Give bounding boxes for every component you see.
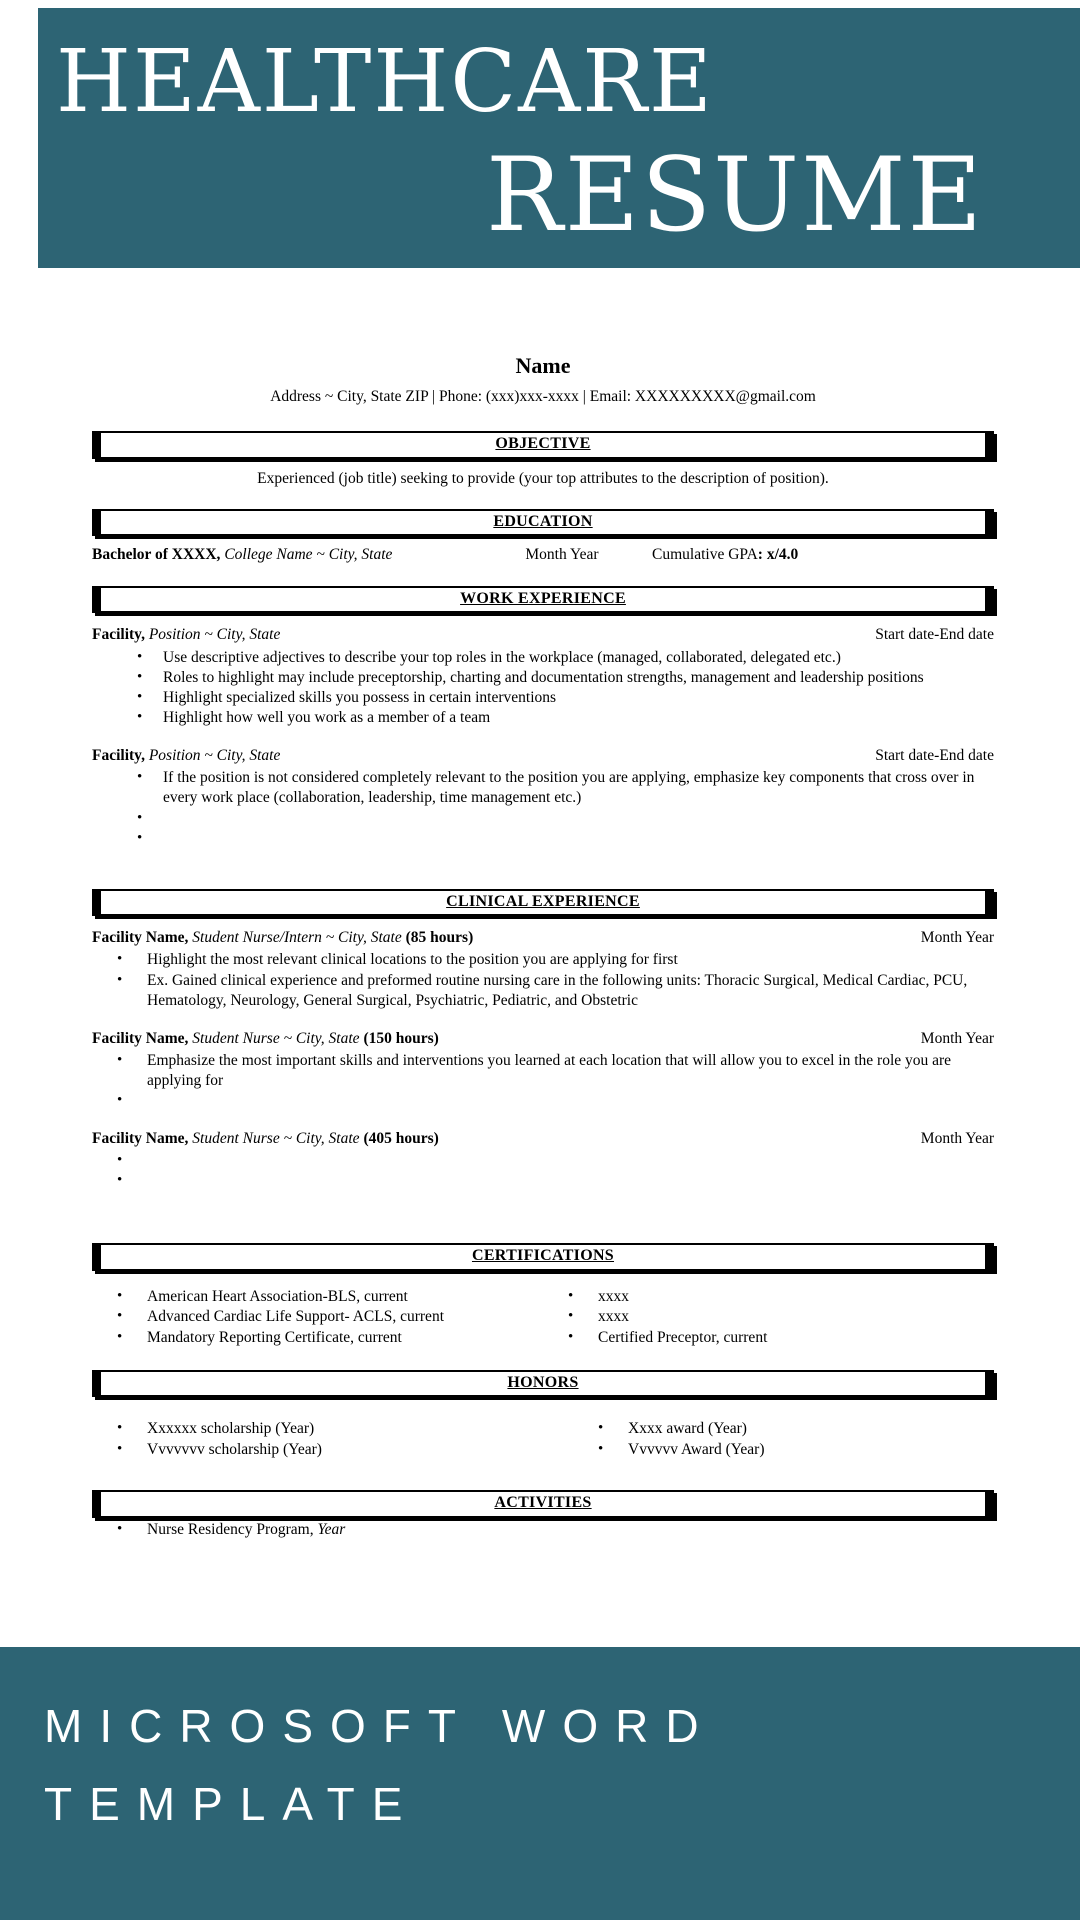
clinical-date: Month Year <box>920 929 994 947</box>
clinical-heading <box>92 928 994 948</box>
top-banner <box>38 8 1080 268</box>
resume-document <box>92 268 994 1540</box>
bottom-banner <box>0 1647 1080 1920</box>
bullet-item: • Advanced Cardiac Life Support- ACLS, current <box>92 1307 543 1327</box>
clinical-role: Student Nurse ~ City, State <box>192 1029 360 1047</box>
activities-list <box>92 1520 994 1540</box>
job-dates: Start date-End date <box>875 747 994 765</box>
education-date: Month Year <box>525 546 599 564</box>
job-facility: Facility, <box>92 626 145 644</box>
honors-left-list <box>92 1419 543 1459</box>
clinical-role: Student Nurse ~ City, State <box>192 1130 360 1148</box>
clinical-title <box>92 928 473 948</box>
job-heading <box>92 746 994 766</box>
bullet-item: • Roles to highlight may include preceptorship, charting and documentation strengths, management and leadership positions <box>92 668 994 688</box>
job-bullet-list <box>92 768 994 848</box>
clinical-date: Month Year <box>920 1029 994 1047</box>
activity-year: Year <box>317 1520 346 1538</box>
job-position: Position ~ City, State <box>148 747 281 765</box>
section-title: EDUCATION <box>493 512 593 530</box>
objective-text: Experienced (job title) seeking to provide (your top attributes to the description of position). <box>257 469 829 487</box>
resume-name: Name <box>515 353 571 378</box>
job-title <box>92 746 280 766</box>
job-dates: Start date-End date <box>875 626 994 644</box>
section-header-certifications <box>92 1243 994 1271</box>
activity-text: Nurse Residency Program, <box>147 1520 314 1538</box>
bullet-item <box>92 1091 994 1111</box>
bullet-item: • Xxxxxx scholarship (Year) <box>92 1419 543 1439</box>
education-row <box>92 545 994 565</box>
section-header-honors <box>92 1370 994 1398</box>
education-gpa <box>652 545 994 565</box>
section-header-work-experience <box>92 586 994 614</box>
work-entry <box>92 625 994 728</box>
bullet-item: • Vvvvvv Award (Year) <box>573 1440 994 1460</box>
clinical-role: Student Nurse/Intern ~ City, State <box>192 929 402 947</box>
section-title: WORK EXPERIENCE <box>460 589 626 607</box>
education-school: College Name ~ City, State <box>224 546 393 564</box>
clinical-entry <box>92 928 994 1011</box>
job-facility: Facility, <box>92 747 145 765</box>
work-entry <box>92 746 994 848</box>
bullet-item: • If the position is not considered completely relevant to the position you are applying, emphasize key components that cross over in every work place (collaboration, leadership, time management etc.) <box>92 768 994 808</box>
section-title: CERTIFICATIONS <box>471 1247 615 1265</box>
clinical-heading <box>92 1029 994 1049</box>
bullet-item: • xxxx <box>543 1287 994 1307</box>
bullet-item: • Use descriptive adjectives to describe your top roles in the workplace (managed, collaborated, delegated etc.) <box>92 648 994 668</box>
clinical-facility: Facility Name, <box>92 1029 189 1047</box>
section-title: ACTIVITIES <box>494 1493 592 1511</box>
bullet-item: • Vvvvvvv scholarship (Year) <box>92 1440 543 1460</box>
bullet-item: • Certified Preceptor, current <box>543 1328 994 1348</box>
banner-title-healthcare: HEALTHCARE <box>56 32 714 132</box>
clinical-facility: Facility Name, <box>92 1130 189 1148</box>
clinical-bullet-list <box>92 1051 994 1111</box>
clinical-bullet-list <box>92 950 994 1010</box>
section-header-education <box>92 509 994 537</box>
bullet-item: • Highlight specialized skills you possess in certain interventions <box>92 688 994 708</box>
job-bullet-list <box>92 648 994 729</box>
bullet-item: • Ex. Gained clinical experience and preformed routine nursing care in the following units: Thoracic Surgical, Medical Cardiac, PCU, Hematology, Neurology, General Surgical, Psychiatric, Pediatric, and Obstetric <box>92 971 994 1011</box>
clinical-date: Month Year <box>920 1130 994 1148</box>
bullet-item <box>92 809 994 829</box>
job-title <box>92 625 280 645</box>
bullet-item <box>92 1171 994 1191</box>
section-header-activities <box>92 1490 994 1518</box>
education-degree: Bachelor of XXXX, <box>92 546 221 564</box>
clinical-facility: Facility Name, <box>92 929 189 947</box>
section-title: CLINICAL EXPERIENCE <box>446 892 640 910</box>
bullet-item: • Emphasize the most important skills and interventions you learned at each location that will allow you to excel in the role you are applying for <box>92 1051 994 1091</box>
footer-title-line2: TEMPLATE <box>44 1778 420 1830</box>
job-position: Position ~ City, State <box>148 626 281 644</box>
section-title: OBJECTIVE <box>495 434 591 452</box>
education-gpa-value: : x/4.0 <box>757 546 799 564</box>
certifications-right-list <box>543 1287 994 1347</box>
certifications-columns <box>92 1285 994 1347</box>
clinical-bullet-list <box>92 1151 994 1191</box>
clinical-entry <box>92 1129 994 1191</box>
bullet-item: • Highlight how well you work as a member of a team <box>92 708 994 728</box>
bullet-item: • American Heart Association-BLS, current <box>92 1287 543 1307</box>
banner-title-resume: RESUME <box>486 136 984 255</box>
clinical-entry <box>92 1029 994 1111</box>
bullet-item <box>92 829 994 849</box>
education-gpa-label: Cumulative GPA <box>652 546 758 564</box>
section-header-objective <box>92 431 994 459</box>
certifications-left-list <box>92 1287 543 1347</box>
clinical-title <box>92 1129 439 1149</box>
honors-right-list <box>573 1419 994 1459</box>
clinical-hours: (405 hours) <box>363 1130 439 1148</box>
bullet-item: • Xxxx award (Year) <box>573 1419 994 1439</box>
bullet-item <box>92 1520 994 1540</box>
bullet-item: • Highlight the most relevant clinical locations to the position you are applying for first <box>92 950 994 970</box>
clinical-title <box>92 1029 439 1049</box>
job-heading <box>92 625 994 645</box>
section-title: HONORS <box>507 1373 579 1391</box>
clinical-hours: (150 hours) <box>363 1029 439 1047</box>
clinical-hours: (85 hours) <box>405 929 474 947</box>
footer-title-line1: MICROSOFT WORD <box>44 1700 716 1752</box>
section-header-clinical-experience <box>92 889 994 917</box>
bullet-item: • Mandatory Reporting Certificate, current <box>92 1328 543 1348</box>
bullet-item <box>92 1151 994 1171</box>
contact-line: Address ~ City, State ZIP | Phone: (xxx)xxx-xxxx | Email: XXXXXXXXX@gmail.com <box>270 387 816 405</box>
honors-columns <box>92 1417 994 1459</box>
clinical-heading <box>92 1129 994 1149</box>
education-degree-school <box>92 545 472 565</box>
bullet-item: • xxxx <box>543 1307 994 1327</box>
